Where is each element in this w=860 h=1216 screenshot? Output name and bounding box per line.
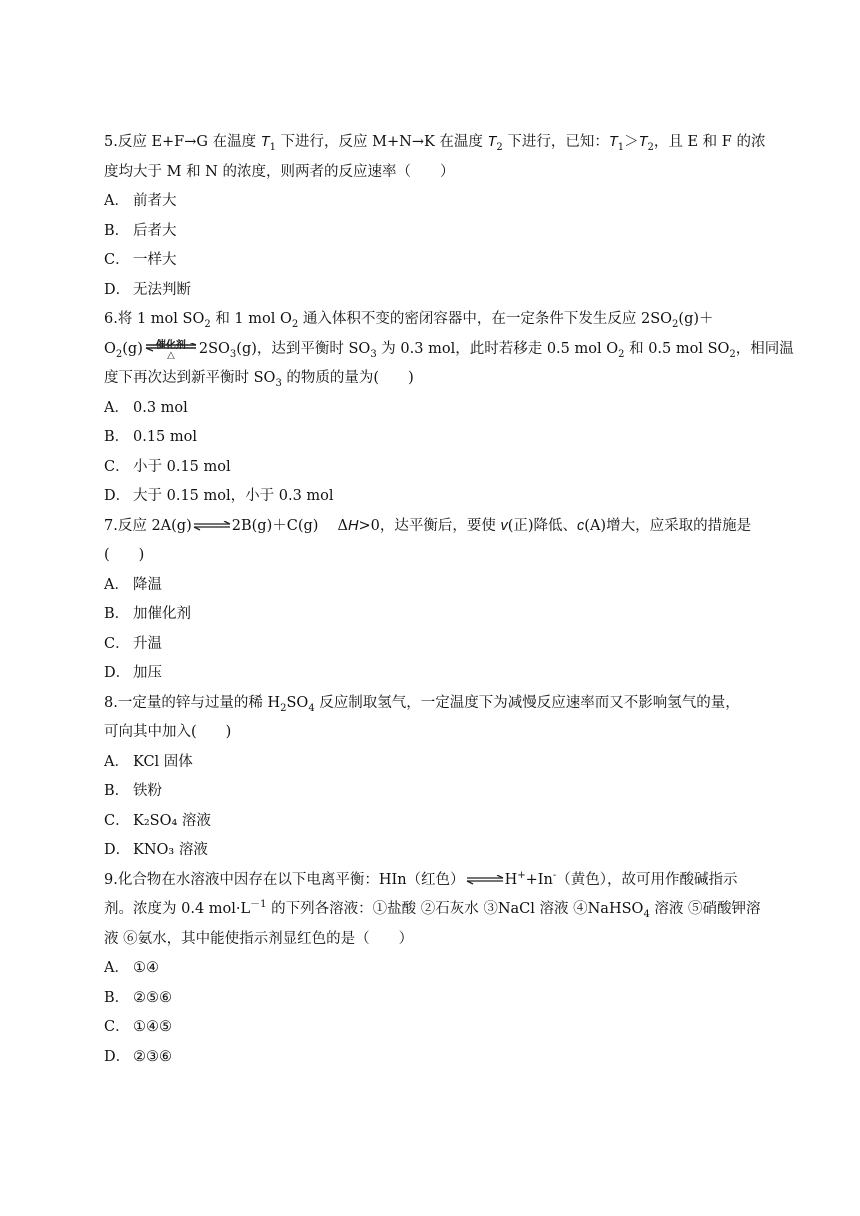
question-7 — [104, 512, 760, 689]
question-9-option-c: C． ①④⑤ — [104, 1019, 172, 1035]
question-8-option-b: B． 铁粉 — [104, 783, 162, 799]
question-8-stem-line-2: 可向其中加入( ) — [104, 724, 232, 740]
question-6-stem-line-1: 6.将 1 mol $SO_2$ 和 1 mol $O_2$ 通入体积不变的密闭容器中，在一定条件下发生反应 $2SO_2(g)+$ — [104, 311, 714, 330]
question-8-option-d: D． KNO₃ 溶液 — [104, 842, 208, 858]
question-5-option-c: C． 一样大 — [104, 252, 177, 268]
reversible-arrow-icon — [465, 875, 505, 885]
question-9-option-d: D． ②③⑥ — [104, 1048, 172, 1065]
question-6-option-b: B． 0.15 mol — [104, 429, 198, 445]
question-6-option-d: D． 大于 0.15 mol，小于 0.3 mol — [104, 488, 334, 504]
question-7-option-b: B． 加催化剂 — [104, 606, 191, 622]
question-8-option-a: A． KCl 固体 — [104, 753, 193, 770]
question-7-option-d: D． 加压 — [104, 665, 162, 681]
question-8-stem-line-1: 8.一定量的锌与过量的稀 $H_2SO_4$ 反应制取氢气，一定温度下为减慢反应速率而又不影响氢气的量， — [104, 694, 740, 714]
reversible-arrow-icon — [192, 521, 232, 531]
catalyst-equilibrium-arrow: 催化剂 △ — [143, 335, 199, 359]
question-9-option-b: B． ②⑤⑥ — [104, 989, 172, 1006]
question-9-stem-line-3: 液 ⑥氨水，其中能使指示剂显红色的是（ ） — [104, 930, 414, 947]
question-list — [104, 128, 794, 1072]
question-8 — [104, 689, 760, 866]
question-5-option-a: A． 前者大 — [104, 193, 177, 209]
question-6-option-c: C． 小于 0.15 mol — [104, 458, 231, 475]
question-7-stem-line-1: 7.反应 2A(g) 2B(g)＋C(g) ΔH>0，达平衡后，要使 v(正)降低、c(A)增大，应采取的措施是 — [104, 517, 752, 534]
question-5-stem-line-1: 5.反应 E+F→G 在温度 $T_1$ 下进行，反应 M+N→K 在温度 $T_2$ 下进行，已知：$T_1>T_2$，且 E 和 F 的浓 — [104, 134, 766, 153]
question-6-stem-line-3: 度下再次达到新平衡时 $SO_3$ 的物质的量为( ) — [104, 370, 414, 389]
question-5-option-d: D． 无法判断 — [104, 281, 191, 298]
question-7-stem-line-2: ( ) — [104, 547, 145, 563]
question-5 — [104, 128, 766, 305]
question-7-option-c: C． 升温 — [104, 635, 162, 652]
reversible-arrow-icon — [143, 343, 199, 359]
question-5-stem-line-2: 度均大于 M 和 N 的浓度，则两者的反应速率（ ） — [104, 163, 455, 180]
heat-symbol: △ — [167, 349, 175, 359]
question-9-stem-line-1: 9.化合物在水溶液中因存在以下电离平衡：HIn（红色） H++In-（黄色），故可用作酸碱指示 — [104, 869, 738, 888]
question-5-option-b: B． 后者大 — [104, 222, 177, 239]
question-9-option-a: A． ①④ — [104, 960, 159, 976]
question-7-option-a: A． 降温 — [104, 576, 162, 593]
question-9 — [104, 866, 760, 1073]
question-6-stem-line-2: $O_2(g)$ 催化剂 △ $2SO_3(g)$，达到平衡时 $SO_3$ 为 0.3 mol，此时若移走 0.5 mol $O_2$ 和 0.5 mol $SO_2$，相同温 — [104, 335, 760, 365]
question-6-option-a: A． 0.3 mol — [104, 399, 188, 416]
question-8-option-c: C． K₂SO₄ 溶液 — [104, 812, 211, 829]
question-9-stem-line-2: 剂。浓度为 0.4 $mol\cdot L^{-1}$ 的下列各溶液：①盐酸 ②石灰水 ③NaCl 溶液 ④NaHSO$_4$ 溶液 ⑤硝酸钾溶 — [104, 899, 761, 920]
question-6 — [104, 305, 794, 512]
